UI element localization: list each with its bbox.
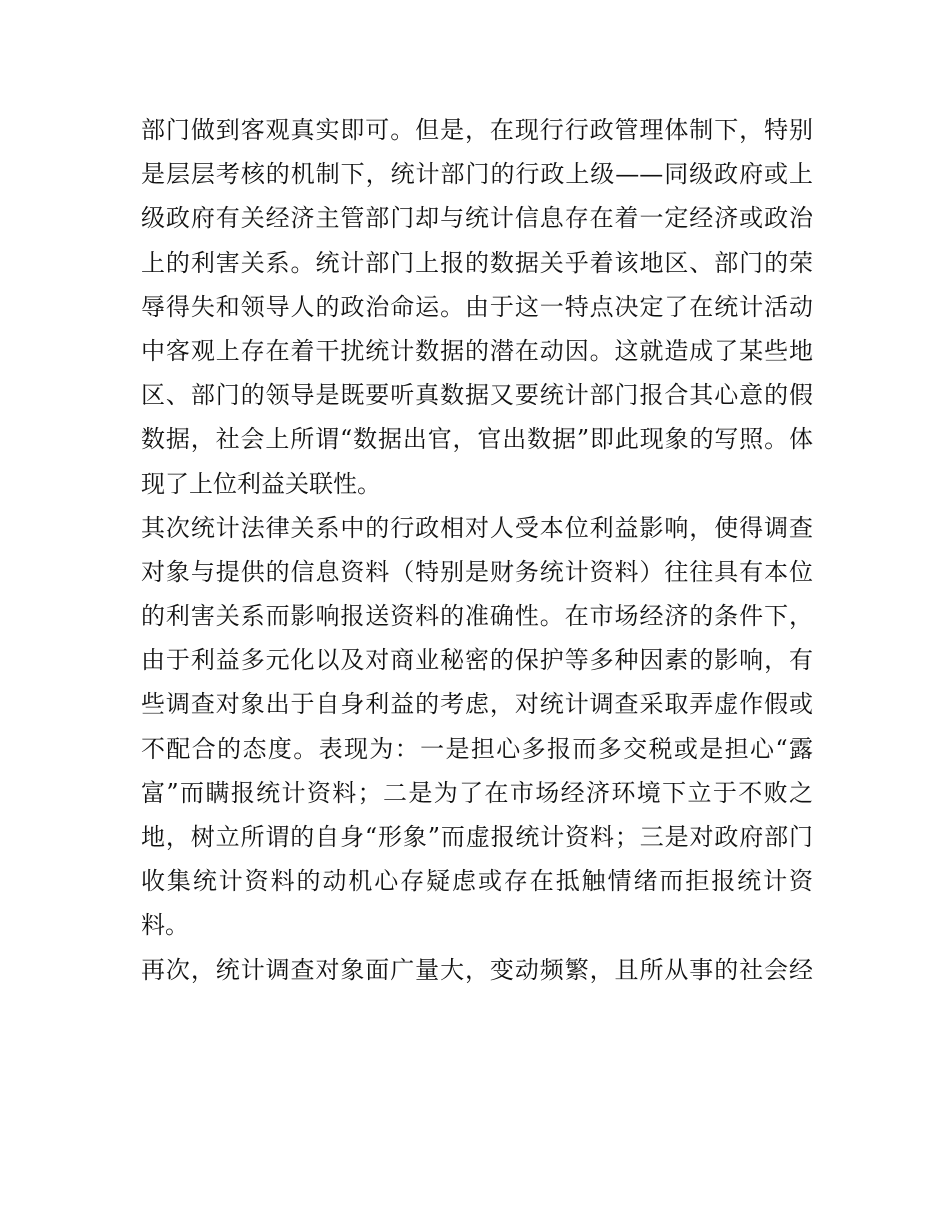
text-line: 富”而瞒报统计资料；二是为了在市场经济环境下立于不败之 bbox=[141, 778, 813, 807]
text-line: 区、部门的领导是既要听真数据又要统计部门报合其心意的假 bbox=[141, 381, 813, 410]
text-line: 级政府有关经济主管部门却与统计信息存在着一定经济或政治 bbox=[141, 204, 813, 233]
text-line: 再次，统计调查对象面广量大，变动频繁，且所从事的社会经 bbox=[141, 955, 813, 984]
text-line: 上的利害关系。统计部门上报的数据关乎着该地区、部门的荣 bbox=[141, 248, 813, 277]
text-line: 不配合的态度。表现为：一是担心多报而多交税或是担心“露 bbox=[141, 734, 813, 763]
paragraph-3 bbox=[141, 948, 813, 992]
body-text bbox=[141, 108, 813, 992]
text-line: 现了上位利益关联性。 bbox=[141, 469, 381, 498]
text-line: 收集统计资料的动机心存疑虑或存在抵触情绪而拒报统计资 bbox=[141, 867, 813, 896]
text-line: 数据，社会上所谓“数据出官，官出数据”即此现象的写照。体 bbox=[141, 425, 813, 454]
paragraph-2 bbox=[141, 506, 813, 948]
text-line: 是层层考核的机制下，统计部门的行政上级——同级政府或上 bbox=[141, 160, 813, 189]
text-line: 辱得失和领导人的政治命运。由于这一特点决定了在统计活动 bbox=[141, 292, 813, 321]
paragraph-1 bbox=[141, 108, 813, 506]
text-line: 些调查对象出于自身利益的考虑，对统计调查采取弄虚作假或 bbox=[141, 690, 813, 719]
text-line: 的利害关系而影响报送资料的准确性。在市场经济的条件下， bbox=[141, 602, 813, 631]
text-line: 由于利益多元化以及对商业秘密的保护等多种因素的影响，有 bbox=[141, 646, 813, 675]
text-line: 料。 bbox=[141, 911, 189, 940]
text-line: 地，树立所谓的自身“形象”而虚报统计资料；三是对政府部门 bbox=[141, 823, 813, 851]
text-line: 部门做到客观真实即可。但是，在现行行政管理体制下，特别 bbox=[141, 116, 813, 144]
text-line: 中客观上存在着干扰统计数据的潜在动因。这就造成了某些地 bbox=[141, 336, 813, 365]
text-line: 其次统计法律关系中的行政相对人受本位利益影响，使得调查 bbox=[141, 513, 813, 542]
text-line: 对象与提供的信息资料（特别是财务统计资料）往往具有本位 bbox=[141, 557, 813, 586]
